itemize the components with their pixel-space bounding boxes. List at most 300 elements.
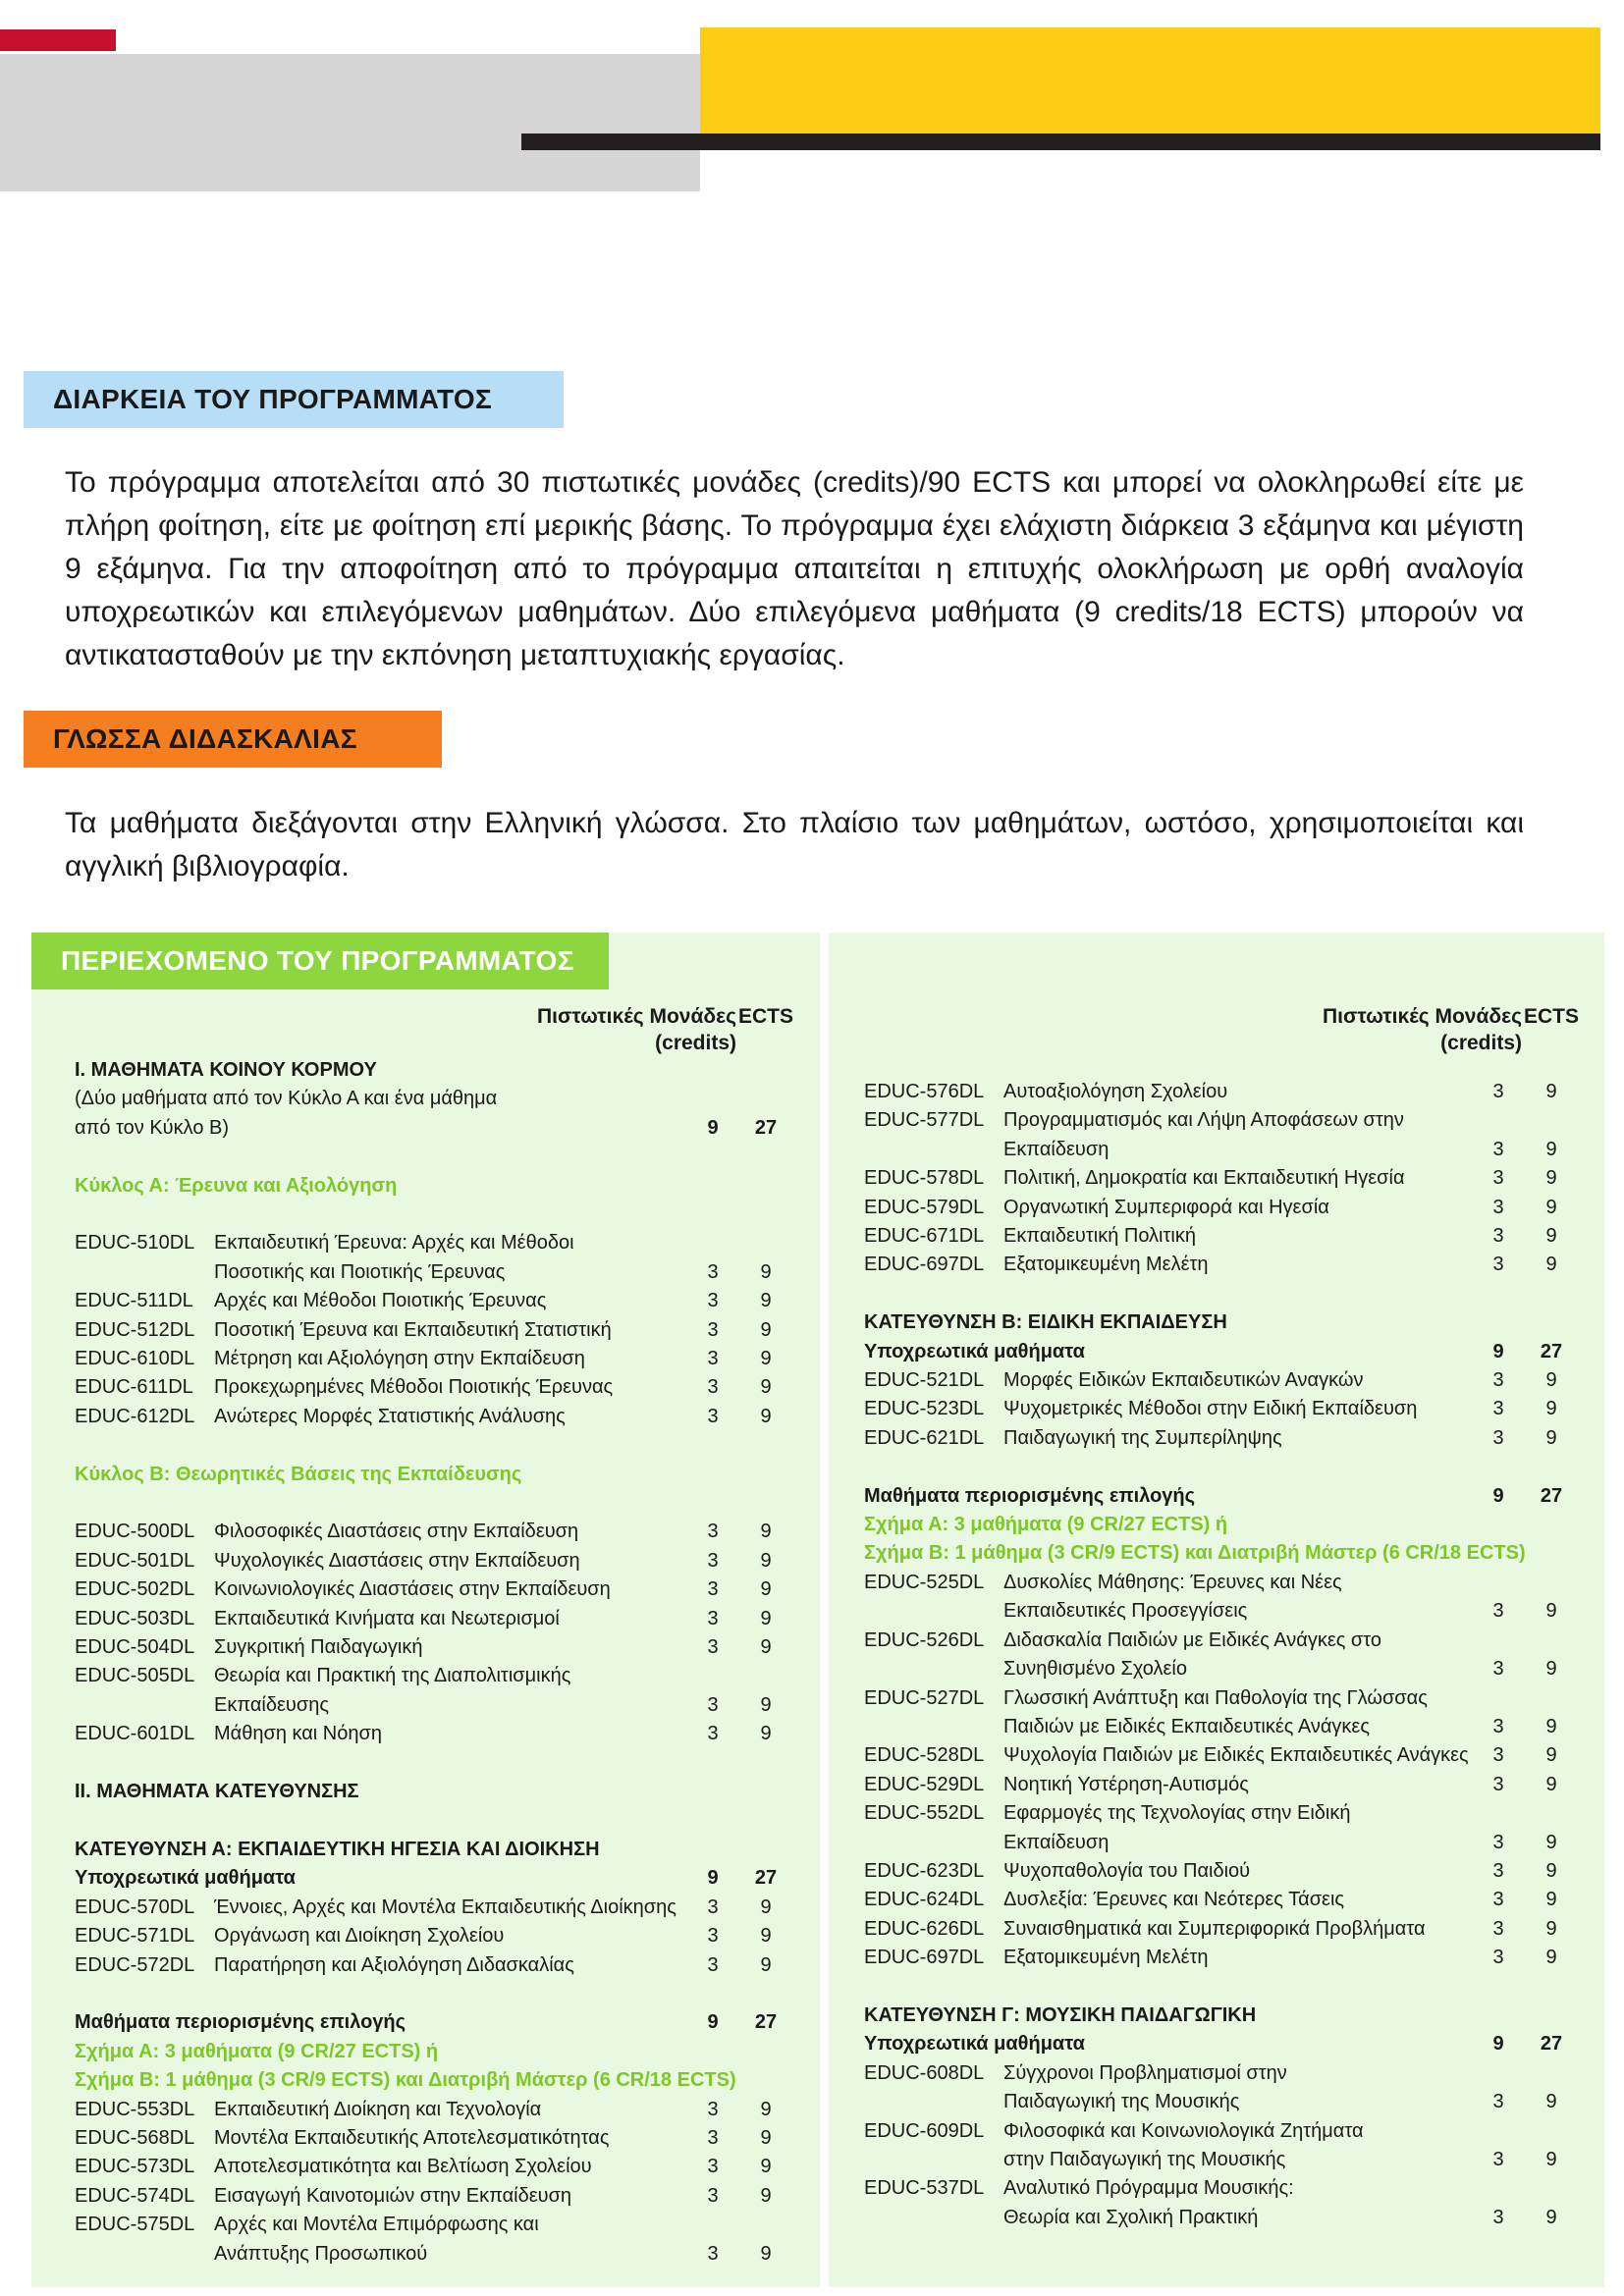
ects-value: 9 xyxy=(1545,1369,1557,1392)
ects-value: 9 xyxy=(760,2156,772,2178)
course-code: EDUC-512DL xyxy=(75,1318,195,1341)
ects-value: 27 xyxy=(754,1116,778,1139)
ects-value: 9 xyxy=(1545,2091,1557,2113)
row-label: Μαθήματα περιορισμένης επιλογής xyxy=(864,1484,1196,1507)
ects-column-label: ECTS xyxy=(1523,1005,1579,1028)
course-title: Ποσοτικής και Ποιοτικής Έρευνας xyxy=(214,1260,506,1283)
course-code: EDUC-621DL xyxy=(864,1426,985,1449)
course-row xyxy=(864,1251,1581,1279)
group-heading xyxy=(75,1056,795,1085)
course-row xyxy=(864,1106,1581,1135)
credits-value: 9 xyxy=(707,2011,719,2034)
credits-column-sublabel: (credits) xyxy=(1440,1032,1522,1054)
course-code: EDUC-553DL xyxy=(75,2098,195,2120)
course-code: EDUC-579DL xyxy=(864,1196,985,1218)
course-title: Μοντέλα Εκπαιδευτικής Αποτελεσματικότητας xyxy=(214,2126,610,2149)
course-title: Δυσκολίες Μάθησης: Έρευνες και Νέες xyxy=(1003,1571,1342,1593)
row-spacer xyxy=(864,1973,1581,2002)
credits-column-label: Πιστωτικές Μονάδες xyxy=(1323,1005,1522,1028)
course-row xyxy=(864,1222,1581,1251)
ects-value: 9 xyxy=(1545,1167,1557,1190)
course-title: Ανάπτυξης Προσωπικού xyxy=(214,2242,428,2265)
course-title: Παιδιών με Ειδικές Εκπαιδευτικές Ανάγκες xyxy=(1003,1715,1370,1737)
course-row-continued xyxy=(864,1829,1581,1857)
ects-value: 9 xyxy=(1545,1773,1557,1795)
group-heading xyxy=(864,1308,1581,1337)
course-title: Αποτελεσματικότητα και Βελτίωση Σχολείου xyxy=(214,2156,592,2178)
ects-value: 9 xyxy=(760,1549,772,1572)
language-text: Τα μαθήματα διεξάγονται στην Ελληνική γλώσσα. Στο πλαίσιο των μαθημάτων, ωστόσο, χρησιμοποιείται και αγγλική βιβλιογραφία. xyxy=(65,807,1524,882)
course-title: Εξατομικευμένη Μελέτη xyxy=(1003,1254,1209,1276)
course-code: EDUC-502DL xyxy=(75,1578,195,1601)
row-spacer xyxy=(75,1431,795,1460)
credits-value: 3 xyxy=(1492,1658,1504,1681)
header-red-accent xyxy=(0,29,116,51)
course-row xyxy=(864,2059,1581,2088)
course-code: EDUC-528DL xyxy=(864,1744,985,1767)
credits-column-label: Πιστωτικές Μονάδες xyxy=(537,1005,736,1028)
ects-value: 9 xyxy=(1545,1398,1557,1420)
credits-value: 3 xyxy=(1492,1600,1504,1623)
right-column-header xyxy=(864,1003,1581,1056)
credits-value: 3 xyxy=(707,1636,719,1659)
ects-value: 9 xyxy=(760,1723,772,1745)
course-row xyxy=(75,1403,795,1431)
row-label: (Δύο μαθήματα από τον Κύκλο Α και ένα μάθημα xyxy=(75,1088,498,1110)
ects-value: 9 xyxy=(1545,1859,1557,1882)
course-row xyxy=(75,1316,795,1345)
credits-value: 3 xyxy=(707,1376,719,1399)
subgroup-heading xyxy=(75,2038,795,2066)
language-heading: ΓΛΩΣΣΑ ΔΙΔΑΣΚΑΛΙΑΣ xyxy=(24,711,442,768)
course-title: Παρατήρηση και Αξιολόγηση Διδασκαλίας xyxy=(214,1953,574,1976)
course-title: Μάθηση και Νόηση xyxy=(214,1723,382,1745)
course-code: EDUC-697DL xyxy=(864,1254,985,1276)
course-code: EDUC-612DL xyxy=(75,1405,195,1427)
course-title: Συνηθισμένο Σχολείο xyxy=(1003,1658,1188,1681)
course-row xyxy=(75,2153,795,2181)
course-code: EDUC-568DL xyxy=(75,2126,195,2149)
group-heading xyxy=(75,2008,795,2037)
row-label: Υποχρεωτικά μαθήματα xyxy=(75,1867,296,1890)
course-code: EDUC-608DL xyxy=(864,2061,985,2084)
credits-value: 9 xyxy=(1492,1340,1504,1362)
credits-value: 3 xyxy=(1492,1715,1504,1737)
course-title: Ψυχολογία Παιδιών με Ειδικές Εκπαιδευτικές Ανάγκες xyxy=(1003,1744,1469,1767)
course-row-continued xyxy=(864,1597,1581,1626)
ects-value: 9 xyxy=(1545,1947,1557,1969)
course-row-continued xyxy=(75,2240,795,2269)
row-spacer xyxy=(75,1143,795,1171)
course-code: EDUC-578DL xyxy=(864,1167,985,1190)
course-title: Ψυχοπαθολογία του Παιδιού xyxy=(1003,1859,1251,1882)
course-title: Έννοιες, Αρχές και Μοντέλα Εκπαιδευτικής Διοίκησης xyxy=(214,1896,677,1918)
credits-value: 3 xyxy=(707,1925,719,1948)
course-title: Εκπαιδευτική Διοίκηση και Τεχνολογία xyxy=(214,2098,542,2120)
ects-value: 27 xyxy=(754,2011,778,2034)
course-title: Φιλοσοφικά και Κοινωνιολογικά Ζητήματα xyxy=(1003,2119,1364,2142)
course-title: Δυσλεξία: Έρευνες και Νεότερες Τάσεις xyxy=(1003,1889,1345,1911)
course-title: Θεωρία και Πρακτική της Διαπολιτισμικής xyxy=(214,1665,571,1687)
row-spacer xyxy=(75,1749,795,1778)
course-title: Ψυχολογικές Διαστάσεις στην Εκπαίδευση xyxy=(214,1549,580,1572)
credits-value: 3 xyxy=(707,1607,719,1629)
course-row xyxy=(864,1684,1581,1713)
course-row-continued xyxy=(864,2088,1581,2116)
course-row xyxy=(864,1164,1581,1193)
course-row-continued xyxy=(864,1136,1581,1164)
credits-value: 3 xyxy=(707,1405,719,1427)
group-heading xyxy=(75,1778,795,1806)
course-row-continued xyxy=(864,2146,1581,2174)
course-row xyxy=(75,1345,795,1373)
ects-value: 9 xyxy=(1545,1917,1557,1940)
credits-value: 3 xyxy=(707,1896,719,1918)
course-title: Αυτοαξιολόγηση Σχολείου xyxy=(1003,1081,1228,1102)
course-title: Πολιτική, Δημοκρατία και Εκπαιδευτική Ηγεσία xyxy=(1003,1167,1405,1190)
credits-value: 3 xyxy=(1492,1773,1504,1795)
right-column xyxy=(864,1003,1581,2232)
header-dark-bar xyxy=(521,133,1600,150)
ects-value: 9 xyxy=(760,1636,772,1659)
course-code: EDUC-503DL xyxy=(75,1607,195,1629)
course-code: EDUC-526DL xyxy=(864,1629,985,1651)
course-row xyxy=(864,2174,1581,2203)
course-code: EDUC-500DL xyxy=(75,1521,195,1543)
course-row xyxy=(75,2211,795,2239)
course-row xyxy=(75,1547,795,1575)
note-text xyxy=(75,1114,795,1143)
row-label: Υποχρεωτικά μαθήματα xyxy=(864,1340,1085,1362)
credits-value: 9 xyxy=(707,1116,719,1139)
course-row xyxy=(864,1771,1581,1799)
course-title: Εκπαιδευτικά Κινήματα και Νεωτερισμοί xyxy=(214,1607,560,1629)
ects-value: 9 xyxy=(1545,1081,1557,1102)
credits-value: 3 xyxy=(707,1290,719,1312)
course-title: Αναλυτικό Πρόγραμμα Μουσικής: xyxy=(1003,2177,1294,2200)
course-title: Παιδαγωγική της Μουσικής xyxy=(1003,2091,1240,2113)
credits-value: 3 xyxy=(1492,1196,1504,1218)
course-row xyxy=(864,1741,1581,1770)
subgroup-heading xyxy=(864,1511,1581,1539)
course-code: EDUC-623DL xyxy=(864,1859,985,1882)
course-row xyxy=(864,1627,1581,1655)
ects-value: 9 xyxy=(1545,1254,1557,1276)
course-row-continued xyxy=(864,1655,1581,1683)
course-title: Κοινωνιολογικές Διαστάσεις στην Εκπαίδευση xyxy=(214,1578,611,1601)
course-title: Εφαρμογές της Τεχνολογίας στην Ειδική xyxy=(1003,1802,1351,1825)
ects-value: 9 xyxy=(1545,1138,1557,1160)
ects-value: 27 xyxy=(754,1867,778,1890)
course-title: Εκπαίδευση xyxy=(1003,1831,1110,1853)
row-label: Σχήμα Α: 3 μαθήματα (9 CR/27 ECTS) ή xyxy=(75,2040,439,2062)
course-title: Εκπαιδευτική Πολιτική xyxy=(1003,1225,1196,1248)
credits-value: 3 xyxy=(707,1260,719,1283)
ects-value: 9 xyxy=(760,1260,772,1283)
ects-value: 9 xyxy=(1545,2148,1557,2170)
ects-value: 9 xyxy=(760,1578,772,1601)
course-row xyxy=(864,1799,1581,1828)
credits-value: 3 xyxy=(707,2126,719,2149)
row-label: Σχήμα Α: 3 μαθήματα (9 CR/27 ECTS) ή xyxy=(864,1514,1228,1536)
credits-value: 9 xyxy=(1492,2033,1504,2056)
ects-value: 9 xyxy=(1545,1715,1557,1737)
course-code: EDUC-577DL xyxy=(864,1109,985,1132)
credits-value: 3 xyxy=(707,1723,719,1745)
note-text xyxy=(75,1085,795,1113)
credits-value: 3 xyxy=(1492,1947,1504,1969)
course-row xyxy=(864,1424,1581,1453)
course-title: Γλωσσική Ανάπτυξη και Παθολογία της Γλώσσας xyxy=(1003,1686,1428,1709)
row-spacer xyxy=(864,1280,1581,1308)
credits-value: 3 xyxy=(707,1549,719,1572)
course-title: Εκπαίδευση xyxy=(1003,1138,1110,1160)
credits-value: 3 xyxy=(1492,1254,1504,1276)
ects-value: 9 xyxy=(760,1896,772,1918)
credits-value: 9 xyxy=(1492,1484,1504,1507)
ects-value: 9 xyxy=(1545,1831,1557,1853)
row-label: I. ΜΑΘΗΜΑΤΑ ΚΟΙΝΟΥ ΚΟΡΜΟΥ xyxy=(75,1059,377,1081)
course-code: EDUC-529DL xyxy=(864,1773,985,1795)
ects-value: 9 xyxy=(760,2098,772,2120)
subgroup-heading xyxy=(75,1172,795,1201)
credits-value: 3 xyxy=(1492,1917,1504,1940)
course-code: EDUC-575DL xyxy=(75,2214,195,2236)
course-row xyxy=(75,1373,795,1402)
course-row xyxy=(864,1395,1581,1423)
credits-value: 3 xyxy=(707,2242,719,2265)
course-row xyxy=(864,1886,1581,1914)
row-spacer xyxy=(864,1453,1581,1481)
course-row xyxy=(864,1857,1581,1886)
course-row xyxy=(75,1633,795,1662)
course-title: Οργάνωση και Διοίκηση Σχολείου xyxy=(214,1925,505,1948)
course-code: EDUC-697DL xyxy=(864,1947,985,1969)
course-row xyxy=(75,1518,795,1546)
ects-value: 27 xyxy=(1540,1340,1563,1362)
credits-value: 3 xyxy=(1492,1138,1504,1160)
credits-value: 3 xyxy=(1492,1889,1504,1911)
course-title: Εισαγωγή Καινοτομιών στην Εκπαίδευση xyxy=(214,2184,572,2207)
left-column xyxy=(75,1003,795,2269)
course-row xyxy=(75,1894,795,1922)
course-title: Προκεχωρημένες Μέθοδοι Ποιοτικής Έρευνας xyxy=(214,1376,614,1399)
credits-value: 3 xyxy=(1492,1859,1504,1882)
ects-value: 9 xyxy=(760,1521,772,1543)
credits-value: 3 xyxy=(707,1521,719,1543)
course-row xyxy=(75,1662,795,1690)
group-heading xyxy=(75,1836,795,1864)
ects-value: 9 xyxy=(760,1925,772,1948)
course-title: Αρχές και Μέθοδοι Ποιοτικής Έρευνας xyxy=(214,1290,547,1312)
course-row xyxy=(75,1575,795,1604)
course-title: Ανώτερες Μορφές Στατιστικής Ανάλυσης xyxy=(214,1405,566,1427)
ects-value: 9 xyxy=(1545,1600,1557,1623)
course-code: EDUC-571DL xyxy=(75,1925,195,1948)
course-title: Φιλοσοφικές Διαστάσεις στην Εκπαίδευση xyxy=(214,1521,579,1543)
course-code: EDUC-572DL xyxy=(75,1953,195,1976)
row-spacer xyxy=(75,1980,795,2008)
course-title: Αρχές και Μοντέλα Επιμόρφωσης και xyxy=(214,2214,539,2236)
duration-heading: ΔΙΑΡΚΕΙΑ ΤΟΥ ΠΡΟΓΡΑΜΜΑΤΟΣ xyxy=(24,371,564,428)
course-row xyxy=(75,2182,795,2211)
course-row xyxy=(75,1287,795,1315)
row-label: ΚΑΤΕΥΘΥΝΣΗ Α: ΕΚΠΑΙΔΕΥΤΙΚΗ ΗΓΕΣΙΑ ΚΑΙ ΔΙΟΙΚΗΣΗ xyxy=(75,1838,600,1860)
course-title: Μέτρηση και Αξιολόγηση στην Εκπαίδευση xyxy=(214,1348,585,1370)
row-label: Κύκλος Α: Έρευνα και Αξιολόγηση xyxy=(75,1174,398,1197)
course-row xyxy=(75,1229,795,1257)
course-code: EDUC-510DL xyxy=(75,1232,195,1255)
left-course-list xyxy=(75,1056,795,2269)
ects-value: 9 xyxy=(1545,1658,1557,1681)
group-heading xyxy=(864,2030,1581,2058)
row-label: Μαθήματα περιορισμένης επιλογής xyxy=(75,2011,406,2034)
ects-value: 9 xyxy=(760,1953,772,1976)
header-gray-block xyxy=(0,54,700,191)
course-code: EDUC-511DL xyxy=(75,1290,193,1312)
course-title: Οργανωτική Συμπεριφορά και Ηγεσία xyxy=(1003,1196,1329,1218)
row-label: από τον Κύκλο Β) xyxy=(75,1116,229,1139)
course-row xyxy=(75,1720,795,1748)
course-title: Εξατομικευμένη Μελέτη xyxy=(1003,1947,1209,1969)
ects-value: 27 xyxy=(1540,1484,1563,1507)
group-heading xyxy=(864,2002,1581,2030)
group-heading xyxy=(75,1864,795,1893)
course-row-continued xyxy=(864,2204,1581,2232)
credits-value: 3 xyxy=(1492,1225,1504,1248)
course-row xyxy=(864,1569,1581,1597)
ects-value: 9 xyxy=(760,2242,772,2265)
ects-value: 9 xyxy=(760,1290,772,1312)
course-row xyxy=(75,1605,795,1633)
course-row xyxy=(864,1078,1581,1106)
credits-value: 3 xyxy=(707,1348,719,1370)
credits-value: 3 xyxy=(707,2098,719,2120)
credits-value: 3 xyxy=(1492,1744,1504,1767)
course-title: Συγκριτική Παιδαγωγική xyxy=(214,1636,423,1659)
row-spacer xyxy=(75,1489,795,1518)
course-row xyxy=(864,1366,1581,1395)
course-title: Παιδαγωγική της Συμπερίληψης xyxy=(1003,1426,1282,1449)
course-code: EDUC-501DL xyxy=(75,1549,195,1572)
row-spacer xyxy=(75,1201,795,1229)
subgroup-heading xyxy=(864,1539,1581,1568)
credits-value: 3 xyxy=(707,2184,719,2207)
course-row xyxy=(75,1922,795,1950)
credits-value: 3 xyxy=(707,1578,719,1601)
course-code: EDUC-527DL xyxy=(864,1686,985,1709)
credits-value: 3 xyxy=(1492,2206,1504,2228)
credits-value: 3 xyxy=(1492,1426,1504,1449)
course-code: EDUC-611DL xyxy=(75,1376,193,1399)
credits-value: 3 xyxy=(707,1693,719,1716)
ects-value: 9 xyxy=(760,1318,772,1341)
ects-value: 9 xyxy=(760,1693,772,1716)
course-row xyxy=(75,2096,795,2124)
group-heading xyxy=(864,1482,1581,1511)
credits-value: 3 xyxy=(1492,1831,1504,1853)
course-code: EDUC-523DL xyxy=(864,1398,985,1420)
credits-value: 3 xyxy=(1492,1081,1504,1102)
course-row xyxy=(75,1951,795,1980)
ects-value: 9 xyxy=(1545,1744,1557,1767)
course-row xyxy=(864,1944,1581,1972)
credits-value: 3 xyxy=(707,1318,719,1341)
course-code: EDUC-610DL xyxy=(75,1348,195,1370)
course-code: EDUC-671DL xyxy=(864,1225,985,1248)
ects-value: 9 xyxy=(1545,1196,1557,1218)
course-row xyxy=(75,2124,795,2153)
group-heading xyxy=(864,1338,1581,1366)
credits-value: 9 xyxy=(707,1867,719,1890)
course-code: EDUC-505DL xyxy=(75,1665,195,1687)
course-code: EDUC-537DL xyxy=(864,2177,985,2200)
left-column-header xyxy=(75,1003,795,1056)
course-code: EDUC-504DL xyxy=(75,1636,195,1659)
header-yellow-block xyxy=(700,27,1600,133)
row-label: ΚΑΤΕΥΘΥΝΣΗ Γ: ΜΟΥΣΙΚΗ ΠΑΙΔΑΓΩΓΙΚΗ xyxy=(864,2003,1257,2026)
ects-value: 9 xyxy=(760,1348,772,1370)
course-code: EDUC-601DL xyxy=(75,1723,195,1745)
right-course-list xyxy=(864,1078,1581,2232)
ects-value: 9 xyxy=(760,1405,772,1427)
duration-text: Το πρόγραμμα αποτελείται από 30 πιστωτικές μονάδες (credits)/90 ECTS και μπορεί να ολοκληρωθεί είτε με πλήρη φοίτηση, είτε με φοίτηση επί μερικής βάσης. Το πρόγραμμα έχει ελάχιστη διάρκεια 3 εξάμηνα και μέγιστη 9 εξάμηνα. Για την αποφοίτηση από το πρόγραμμα απαιτείται η επιτυχής ολοκλήρωση με ορθή αναλογία υποχρεωτικών και επιλεγόμενων μαθημάτων. Δύο επιλεγόμενα μαθήματα (9 credits/18 ECTS) μπορούν να αντικατασταθούν με την εκπόνηση μεταπτυχιακής εργασίας. xyxy=(65,466,1524,671)
course-title: Ποσοτική Έρευνα και Εκπαιδευτική Στατιστική xyxy=(214,1318,612,1341)
ects-value: 27 xyxy=(1540,2033,1563,2056)
ects-value: 9 xyxy=(760,2184,772,2207)
credits-value: 3 xyxy=(1492,1398,1504,1420)
credits-value: 3 xyxy=(1492,2148,1504,2170)
course-code: EDUC-573DL xyxy=(75,2156,195,2178)
row-label: ΚΑΤΕΥΘΥΝΣΗ Β: ΕΙΔΙΚΗ ΕΚΠΑΙΔΕΥΣΗ xyxy=(864,1311,1227,1334)
course-code: EDUC-552DL xyxy=(864,1802,985,1825)
content-heading: ΠΕΡΙΕΧΟΜΕΝΟ ΤΟΥ ΠΡΟΓΡΑΜΜΑΤΟΣ xyxy=(31,933,609,989)
credits-value: 3 xyxy=(707,1953,719,1976)
course-code: EDUC-574DL xyxy=(75,2184,195,2207)
row-label: Κύκλος Β: Θεωρητικές Βάσεις της Εκπαίδευσης xyxy=(75,1463,522,1485)
row-label: Σχήμα Β: 1 μάθημα (3 CR/9 ECTS) και Διατριβή Μάστερ (6 CR/18 ECTS) xyxy=(864,1542,1526,1565)
course-row xyxy=(864,1194,1581,1222)
course-row xyxy=(864,2117,1581,2146)
ects-column-label: ECTS xyxy=(737,1005,793,1028)
course-row xyxy=(864,1915,1581,1944)
ects-value: 9 xyxy=(760,1376,772,1399)
course-title: Ψυχομετρικές Μέθοδοι στην Ειδική Εκπαίδευση xyxy=(1003,1398,1418,1420)
course-title: Εκπαιδευτικές Προσεγγίσεις xyxy=(1003,1600,1248,1623)
ects-value: 9 xyxy=(1545,1889,1557,1911)
ects-value: 9 xyxy=(1545,2206,1557,2228)
course-code: EDUC-624DL xyxy=(864,1889,985,1911)
course-code: EDUC-576DL xyxy=(864,1081,985,1102)
course-code: EDUC-626DL xyxy=(864,1917,985,1940)
course-title: Μορφές Ειδικών Εκπαιδευτικών Αναγκών xyxy=(1003,1369,1364,1392)
row-label: II. ΜΑΘΗΜΑΤΑ ΚΑΤΕΥΘΥΝΣΗΣ xyxy=(75,1781,359,1803)
course-code: EDUC-525DL xyxy=(864,1571,985,1593)
credits-column-sublabel: (credits) xyxy=(655,1032,736,1054)
course-title: Προγραμματισμός και Λήψη Αποφάσεων στην xyxy=(1003,1109,1404,1132)
course-title: Συναισθηματικά και Συμπεριφορικά Προβλήματα xyxy=(1003,1917,1426,1940)
credits-value: 3 xyxy=(707,2156,719,2178)
row-label: Υποχρεωτικά μαθήματα xyxy=(864,2033,1085,2056)
ects-value: 9 xyxy=(760,2126,772,2149)
course-code: EDUC-521DL xyxy=(864,1369,985,1392)
course-row-continued xyxy=(864,1713,1581,1741)
subgroup-heading xyxy=(75,2066,795,2095)
ects-value: 9 xyxy=(1545,1426,1557,1449)
course-row-continued xyxy=(75,1258,795,1287)
course-code: EDUC-570DL xyxy=(75,1896,195,1918)
course-title: στην Παιδαγωγική της Μουσικής xyxy=(1003,2148,1286,2170)
